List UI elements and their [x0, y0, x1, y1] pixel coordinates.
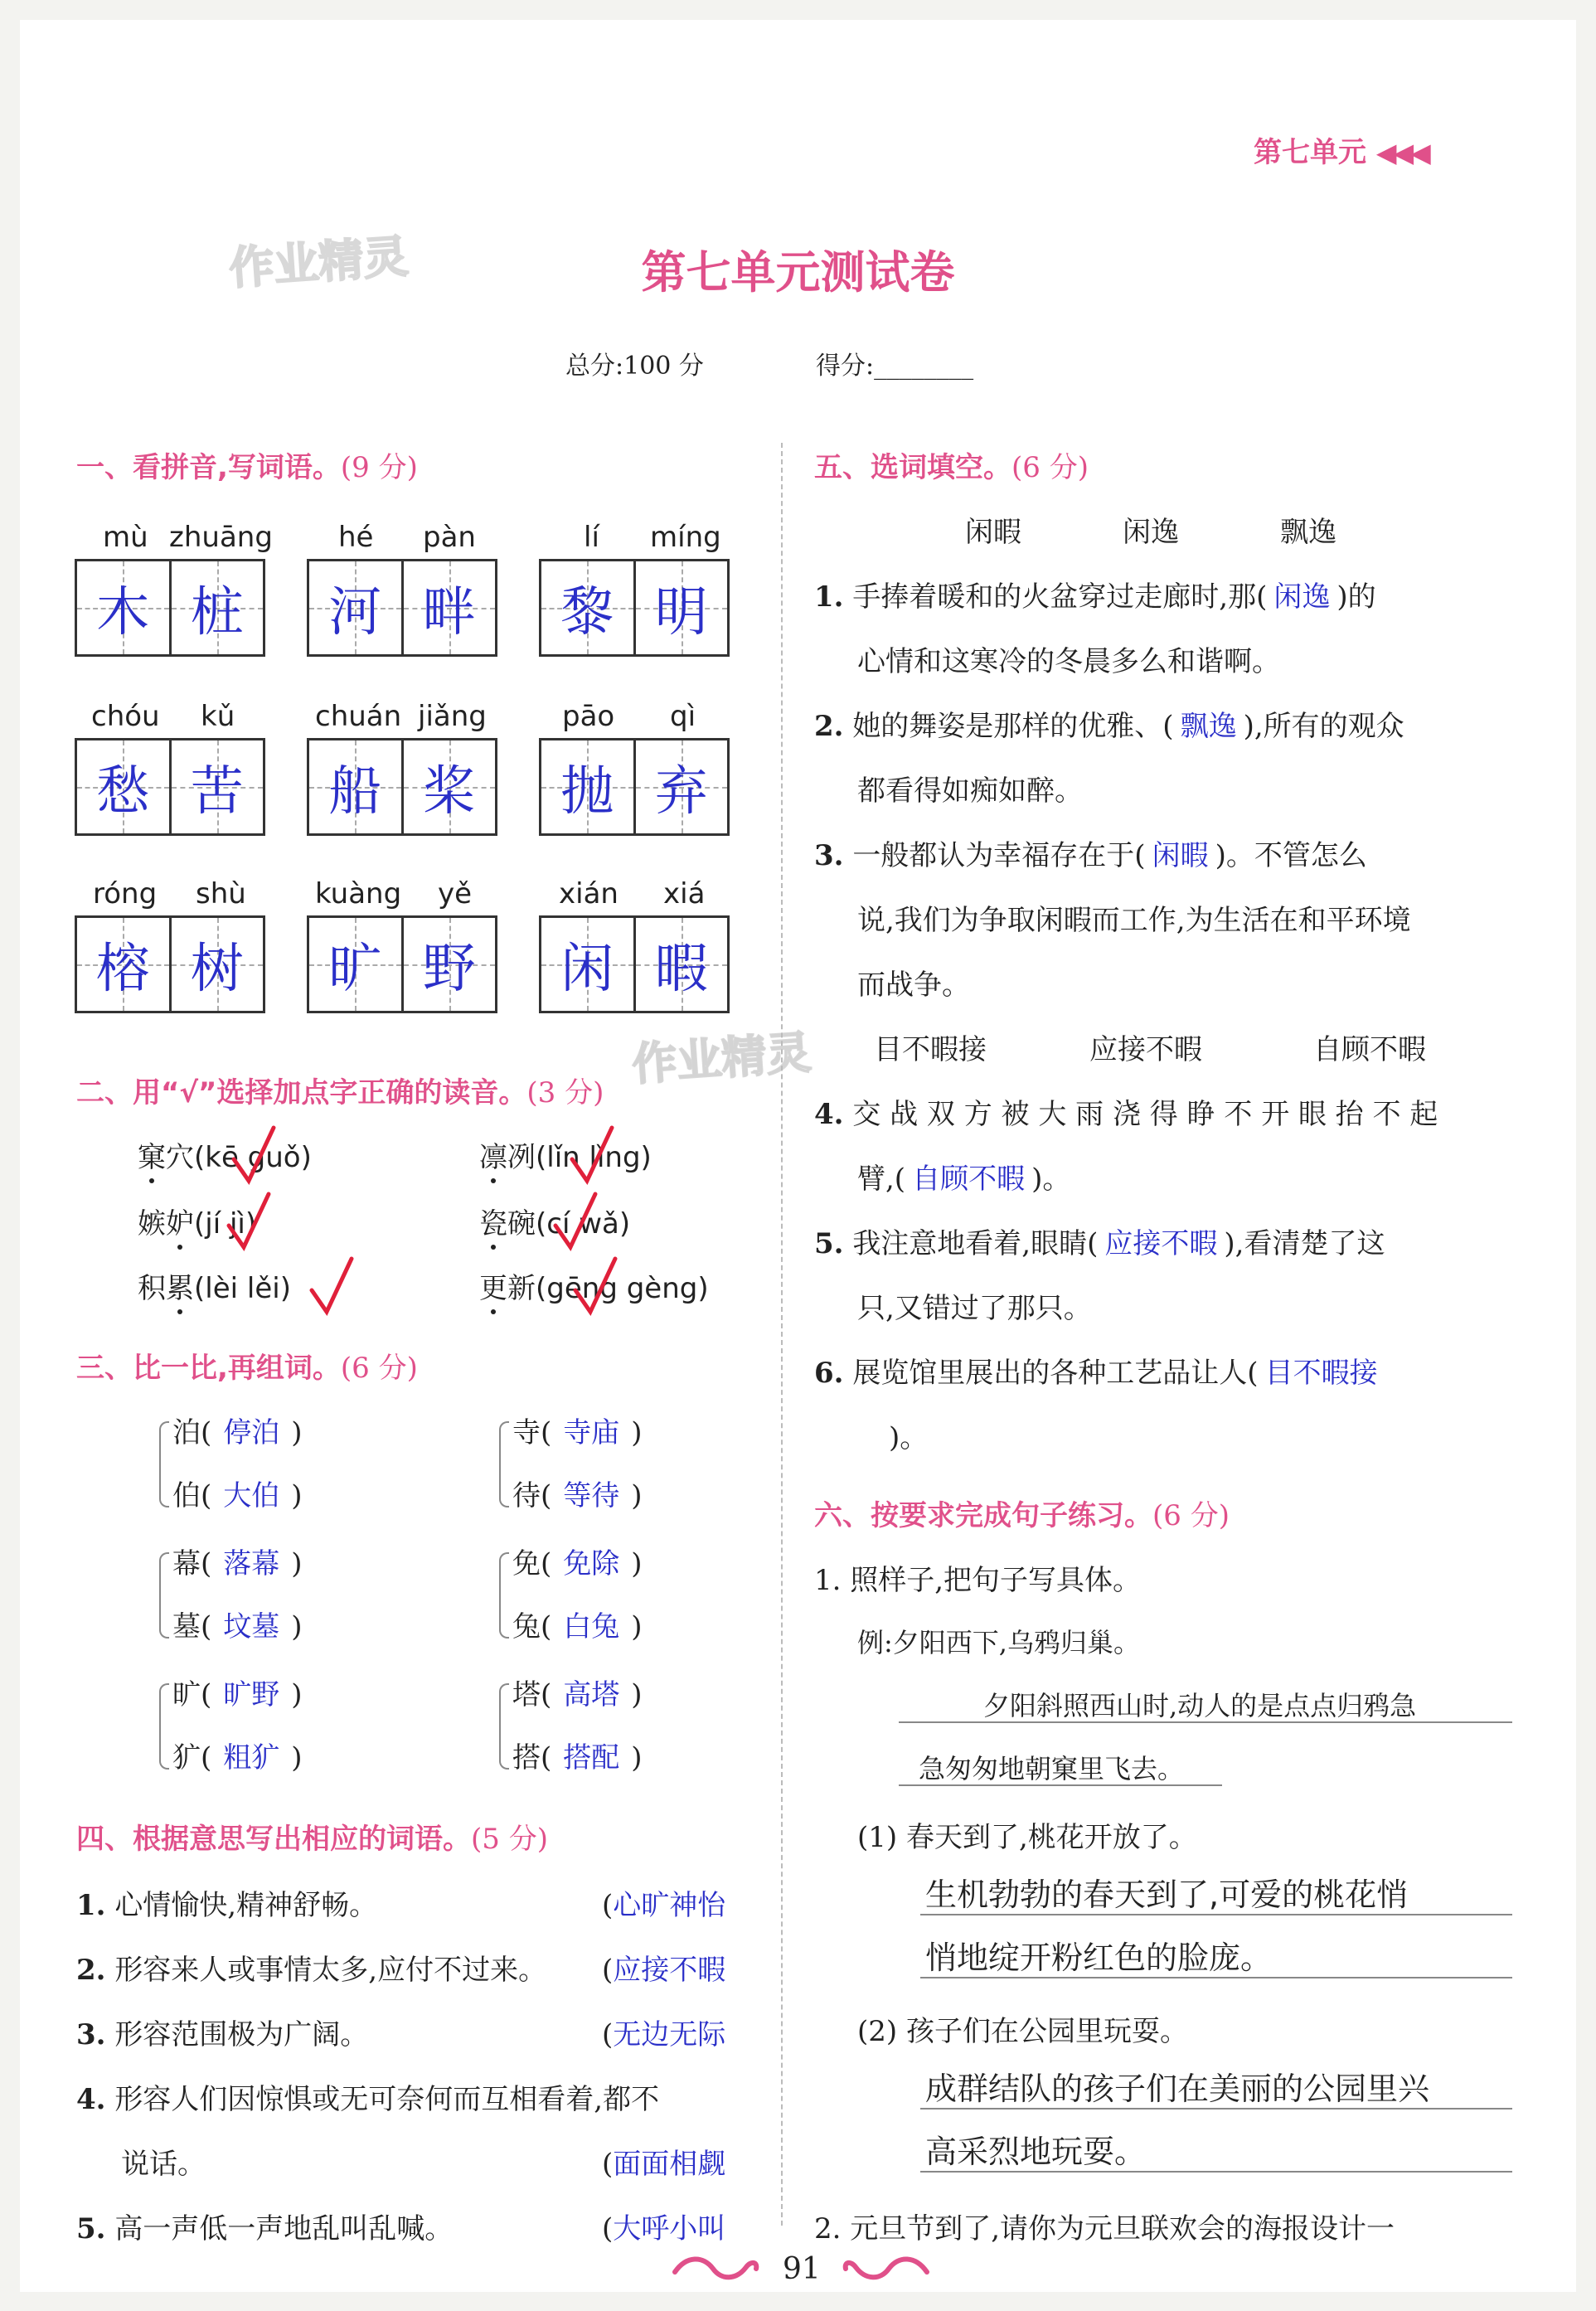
pinyin: mù [103, 521, 148, 554]
definition-item: 1. 心情愉快,精神舒畅。 [76, 1889, 378, 1922]
pinyin: chuán [315, 700, 402, 733]
definition-answer: (应接不暇 [602, 1954, 726, 1987]
definition-item: 5. 高一声低一声地乱叫乱喊。 [76, 2212, 454, 2245]
sentence-task: 2. 元旦节到了,请你为元旦联欢会的海报设计一 [814, 2212, 1395, 2245]
answer-char: 黎 [560, 582, 614, 643]
brace [159, 1552, 169, 1639]
word-option: 飘逸 [1280, 516, 1336, 549]
definition-answer: (无边无际 [602, 2018, 726, 2051]
answer-char: 畔 [422, 582, 476, 643]
compare-item: 兔( 白兔 ) [512, 1610, 643, 1643]
definition-item-cont: 说话。 [121, 2148, 206, 2181]
brace [499, 1421, 509, 1507]
answer-char: 暇 [654, 939, 708, 1000]
fill-question: 4. 交 战 双 方 被 大 雨 浇 得 睁 不 开 眼 抬 不 起 [814, 1098, 1438, 1131]
answer-line [920, 2171, 1512, 2173]
answer-char: 桨 [422, 761, 476, 823]
section1-title: 一、看拼音,写词语。(9 分) [76, 451, 418, 484]
example-answer: 夕阳斜照西山时,动人的是点点归鸦急 [983, 1690, 1417, 1721]
definition-item: 4. 形容人们因惊惧或无可奈何而互相看着,都不 [76, 2083, 660, 2116]
word-option: 闲逸 [1123, 516, 1179, 549]
definition-item: 3. 形容范围极为广阔。 [76, 2018, 369, 2051]
check-mark-icon [229, 1123, 279, 1189]
total-score: 总分:100 分 [565, 352, 704, 381]
section4-title: 四、根据意思写出相应的词语。(5 分) [76, 1823, 548, 1856]
page-title: 第七单元测试卷 [641, 246, 955, 299]
compare-item: 旷( 旷野 ) [172, 1678, 303, 1711]
word-grid [307, 738, 497, 836]
word-grid [539, 915, 730, 1013]
check-mark-icon [551, 1189, 600, 1255]
fill-question: 6. 展览馆里展出的各种工艺品让人( 目不暇接 [814, 1357, 1378, 1390]
answer-char: 木 [96, 582, 150, 643]
reading-item: 凛冽(lǐn lǐng) [479, 1134, 652, 1175]
sentence-prompt: (2) 孩子们在公园里玩耍。 [857, 2015, 1188, 2048]
fill-question-cont: )。 [889, 1421, 929, 1454]
example-answer: 急匆匆地朝窠里飞去。 [919, 1753, 1185, 1784]
answer-char: 河 [328, 582, 382, 643]
check-mark-icon [567, 1123, 617, 1189]
fill-question: 2. 她的舞姿是那样的优雅、( 飘逸 ),所有的观众 [814, 710, 1404, 743]
fill-question: 3. 一般都认为幸福存在于( 闲暇 )。不管怎么 [814, 839, 1367, 872]
definition-answer: (大呼小叫 [602, 2212, 726, 2245]
pinyin: pàn [423, 521, 476, 554]
pinyin: hé [338, 521, 374, 554]
answer-char: 树 [190, 939, 244, 1000]
definition-item: 2. 形容来人或事情太多,应付不过来。 [76, 1954, 547, 1987]
word-grid [539, 559, 730, 657]
pinyin: zhuāng [169, 521, 273, 554]
section2-title: 二、用“√”选择加点字正确的读音。(3 分) [76, 1076, 604, 1109]
sentence-answer: 生机勃勃的春天到了,可爱的桃花悄 [925, 1876, 1409, 1913]
swirl-left-icon [670, 2252, 761, 2285]
check-mark-icon [307, 1254, 357, 1320]
fill-question-cont: 只,又错过了那只。 [857, 1292, 1092, 1325]
pinyin: xián [559, 877, 619, 910]
reading-item: 窠穴(kē guǒ) [138, 1134, 312, 1175]
word-grid [307, 915, 497, 1013]
reading-item: 嫉妒(jí jì) [138, 1201, 256, 1241]
fill-question: 5. 我注意地看着,眼睛( 应接不暇 ),看清楚了这 [814, 1227, 1385, 1260]
answer-line [920, 1914, 1512, 1915]
word-option: 自顾不暇 [1313, 1033, 1426, 1066]
section3-title: 三、比一比,再组词。(6 分) [76, 1352, 418, 1385]
brace [499, 1552, 509, 1639]
column-divider [781, 443, 783, 2226]
answer-char: 船 [328, 761, 382, 823]
answer-char: 闲 [560, 939, 614, 1000]
sentence-answer: 悄地绽开粉红色的脸庞。 [925, 1940, 1273, 1976]
compare-item: 寺( 寺庙 ) [512, 1416, 643, 1449]
unit-tag [1254, 129, 1428, 170]
pinyin: xiá [663, 877, 706, 910]
reading-item: 更新(gēng gèng) [479, 1265, 709, 1306]
pinyin: chóu [91, 700, 160, 733]
fill-question-cont: 都看得如痴如醉。 [857, 774, 1083, 808]
section5-title: 五、选词填空。(6 分) [814, 451, 1089, 484]
fill-question-cont: 臂,( 自顾不暇 )。 [857, 1163, 1071, 1196]
word-grid [75, 559, 265, 657]
sentence-task: 1. 照样子,把句子写具体。 [814, 1564, 1142, 1597]
definition-answer: (心旷神怡 [602, 1889, 726, 1922]
section6-title: 六、按要求完成句子练习。(6 分) [814, 1499, 1230, 1532]
answer-char: 旷 [328, 939, 382, 1000]
reading-item: 瓷碗(cí wǎ) [479, 1201, 630, 1241]
compare-item: 塔( 高塔 ) [512, 1678, 643, 1711]
answer-line [899, 1784, 1222, 1786]
example-sentence: 例:夕阳西下,乌鸦归巢。 [857, 1627, 1140, 1658]
watermark: 作业精灵 [227, 230, 410, 295]
word-grid [307, 559, 497, 657]
answer-line [899, 1721, 1512, 1723]
word-option: 闲暇 [965, 516, 1021, 549]
word-option: 目不暇接 [874, 1033, 987, 1066]
brace [159, 1421, 169, 1507]
word-option: 应接不暇 [1089, 1033, 1202, 1066]
word-grid [75, 915, 265, 1013]
swirl-right-icon [841, 2252, 932, 2285]
pinyin: lí [584, 521, 599, 554]
obtained-score: 得分:________ [816, 352, 974, 381]
fill-question-cont: 说,我们为争取闲暇而工作,为生活在和平环境 [857, 904, 1411, 937]
answer-char: 桩 [190, 582, 244, 643]
worksheet-page [20, 20, 1576, 2292]
check-mark-icon [224, 1189, 274, 1255]
answer-char: 野 [422, 939, 476, 1000]
answer-char: 愁 [96, 761, 150, 823]
answer-char: 榕 [96, 939, 150, 1000]
brace [159, 1683, 169, 1770]
compare-item: 犷( 粗犷 ) [172, 1741, 303, 1775]
compare-item: 幕( 落幕 ) [172, 1547, 303, 1580]
fill-question: 1. 手捧着暖和的火盆穿过走廊时,那( 闲逸 )的 [814, 580, 1376, 614]
triangle-arrows-icon: ◀◀◀ [1375, 137, 1428, 168]
compare-item: 伯( 大伯 ) [172, 1479, 303, 1512]
answer-line [920, 1977, 1512, 1978]
compare-item: 待( 等待 ) [512, 1479, 643, 1512]
reading-item: 积累(lèi lěi) [138, 1265, 291, 1306]
answer-char: 明 [654, 582, 708, 643]
pinyin: shù [196, 877, 246, 910]
word-grid [539, 738, 730, 836]
compare-item: 免( 免除 ) [512, 1547, 643, 1580]
watermark-middle: 作业精灵 [630, 1026, 813, 1091]
pinyin: kǔ [201, 700, 235, 733]
page-number: 91 [783, 2252, 821, 2286]
word-grid [75, 738, 265, 836]
answer-line [920, 2108, 1512, 2110]
pinyin: jiǎng [418, 700, 487, 733]
pinyin: yě [438, 877, 473, 910]
pinyin: qì [670, 700, 696, 733]
check-mark-icon [570, 1254, 620, 1320]
pinyin: míng [650, 521, 721, 554]
pinyin: kuàng [315, 877, 402, 910]
pinyin: pāo [562, 700, 615, 733]
unit-tag-label: 第七单元 [1254, 136, 1366, 169]
compare-item: 搭( 搭配 ) [512, 1741, 643, 1775]
definition-answer: (面面相觑 [602, 2148, 726, 2181]
answer-char: 抛 [560, 761, 614, 823]
brace [499, 1683, 509, 1770]
compare-item: 泊( 停泊 ) [172, 1416, 303, 1449]
pinyin: róng [93, 877, 158, 910]
sentence-prompt: (1) 春天到了,桃花开放了。 [857, 1821, 1197, 1854]
fill-question-cont: 心情和这寒冷的冬晨多么和谐啊。 [857, 645, 1280, 678]
answer-char: 苦 [190, 761, 244, 823]
compare-item: 墓( 坟墓 ) [172, 1610, 303, 1643]
fill-question-cont: 而战争。 [857, 969, 970, 1002]
sentence-answer: 高采烈地玩耍。 [925, 2134, 1147, 2170]
sentence-answer: 成群结队的孩子们在美丽的公园里兴 [925, 2071, 1430, 2107]
answer-char: 弃 [654, 761, 708, 823]
